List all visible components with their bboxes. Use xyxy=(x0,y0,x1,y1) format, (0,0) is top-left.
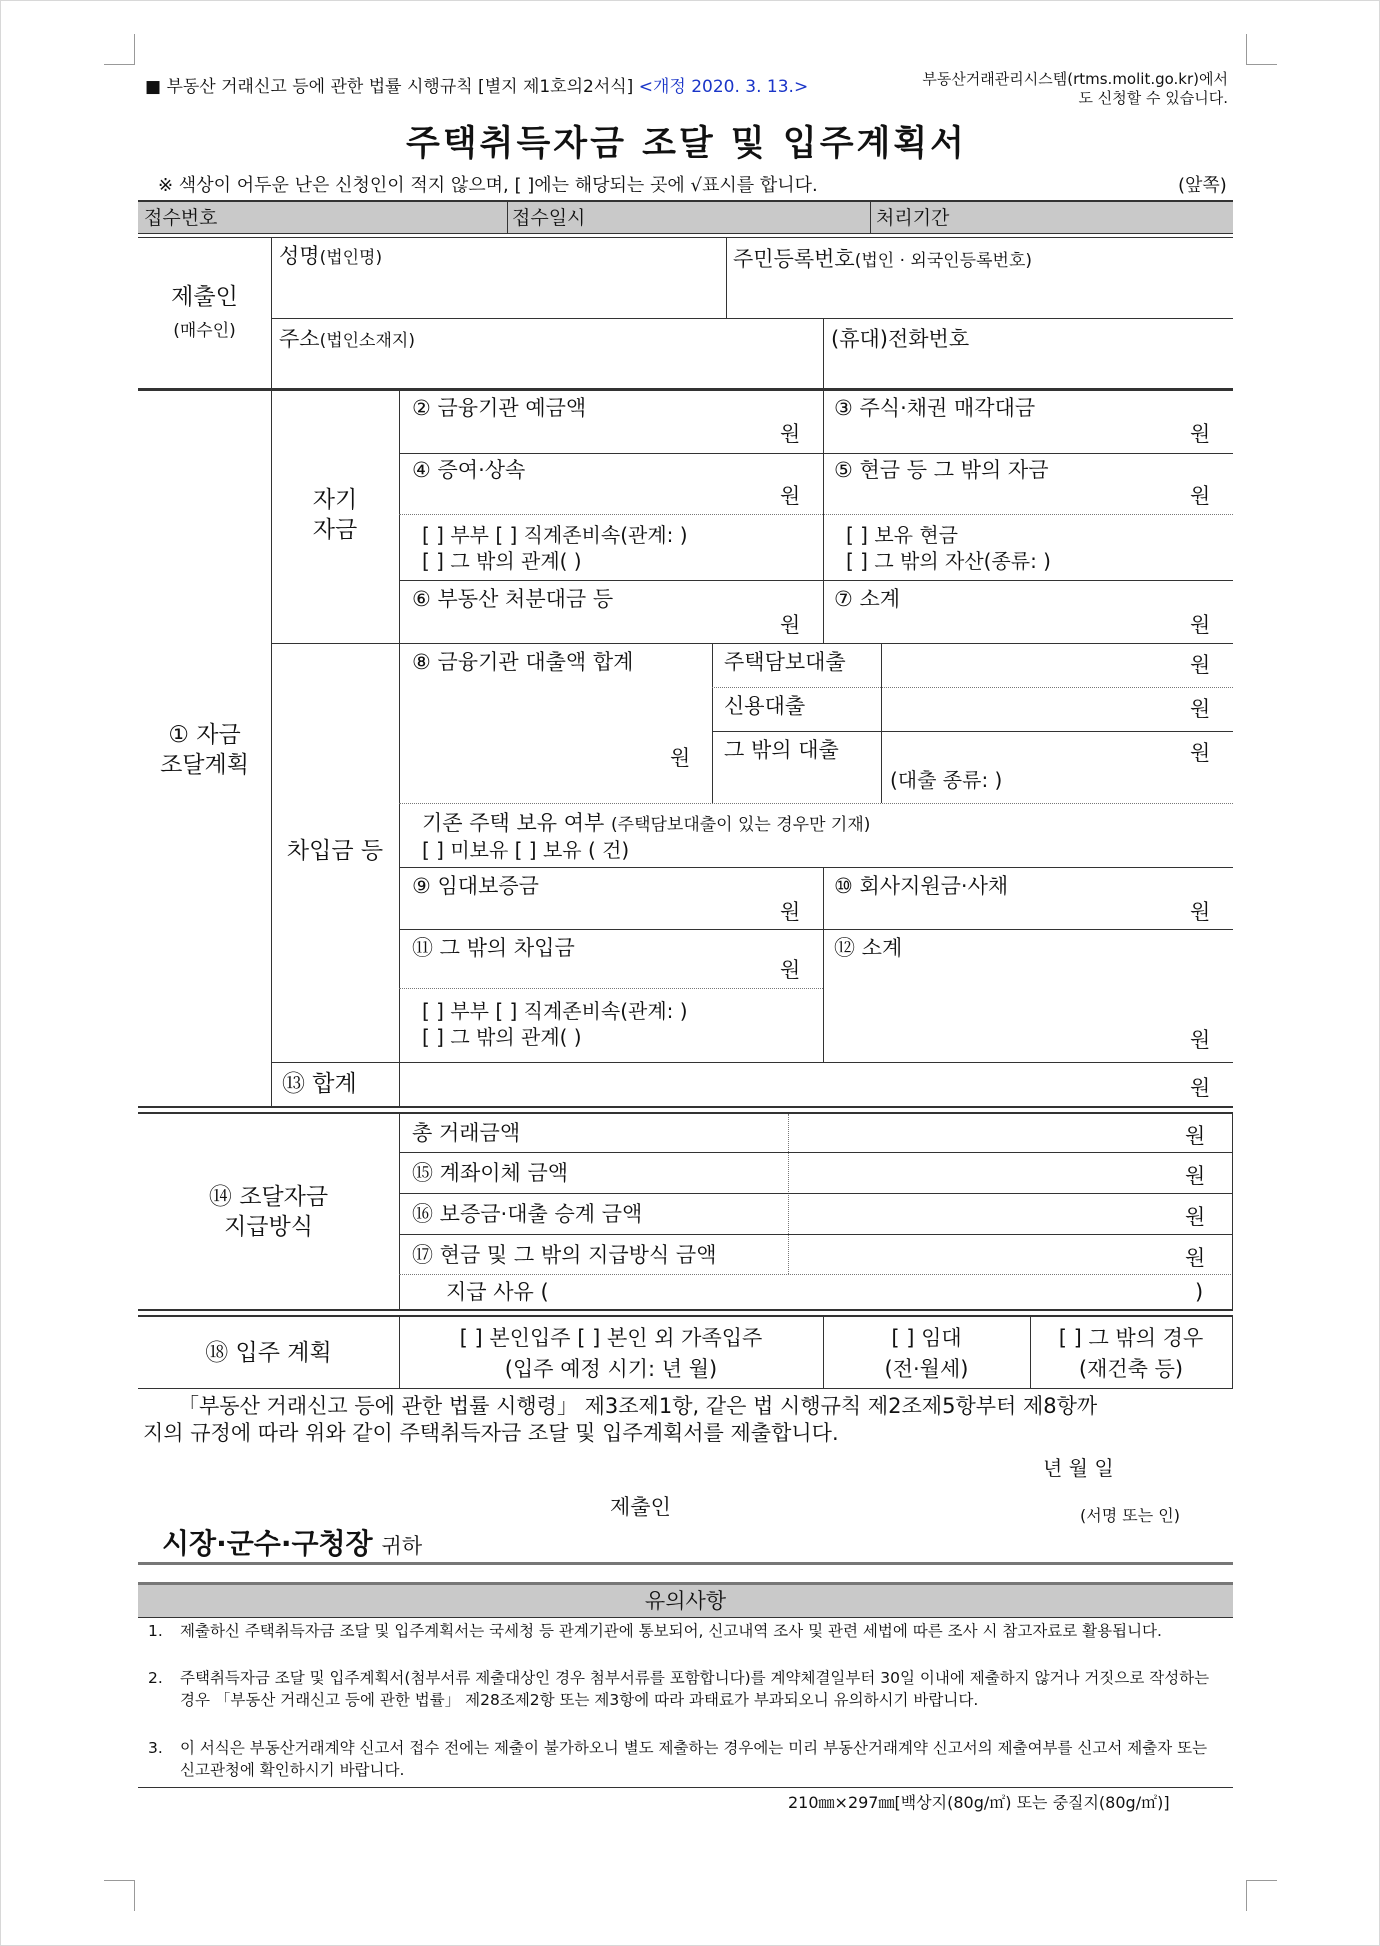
page-side: (앞쪽) xyxy=(1178,175,1227,196)
borrowing-label: 차입금 등 xyxy=(286,838,384,864)
other-case-example: (재건축 등) xyxy=(1078,1357,1184,1381)
house-ownership-label: 기존 주택 보유 여부 (주택담보대출이 있는 경우만 기재) xyxy=(422,811,871,835)
self-residence-checkbox[interactable]: [ ] 본인입주 [ ] 본인 외 가족입주 xyxy=(459,1326,763,1350)
cash-held-checkbox[interactable]: [ ] 보유 현금 xyxy=(846,523,958,547)
id-number-label: 주민등록번호(법인 · 외국인등록번호) xyxy=(733,247,1032,271)
residence-plan-label: ⑱ 입주 계획 xyxy=(205,1340,332,1366)
won-unit: 원 xyxy=(1190,613,1211,637)
address-label: 주소(법인소재지) xyxy=(279,327,415,351)
funding-section-label: ① 자금 조달계획 xyxy=(160,722,249,778)
other-borrowing-label: ⑪ 그 밖의 차입금 xyxy=(412,936,575,960)
receipt-date-label: 접수일시 xyxy=(512,207,586,229)
lease-checkbox[interactable]: [ ] 임대 xyxy=(891,1326,962,1350)
declaration-line2: 지의 규정에 따라 위와 같이 주택취득자금 조달 및 입주계획서를 제출합니다. xyxy=(143,1421,839,1445)
transfer-label: ⑮ 계좌이체 금액 xyxy=(412,1161,569,1185)
borrow-relation-checkbox[interactable]: [ ] 부부 [ ] 직계존비속(관계: ) xyxy=(422,999,688,1023)
deposit-label: ② 금융기관 예금액 xyxy=(412,396,587,420)
gift-other-relation-checkbox[interactable]: [ ] 그 밖의 관계( ) xyxy=(422,549,582,573)
crop-mark xyxy=(1246,1880,1277,1911)
succession-label: ⑯ 보증금·대출 승계 금액 xyxy=(412,1202,643,1226)
signature-label: (서명 또는 인) xyxy=(1080,1506,1180,1525)
lease-type: (전·월세) xyxy=(884,1357,969,1381)
own-funds-label: 자기 자금 xyxy=(312,487,358,543)
other-loan-label: 그 밖의 대출 xyxy=(724,738,839,762)
residence-timing: (입주 예정 시기: 년 월) xyxy=(504,1357,718,1381)
gift-label: ④ 증여·상속 xyxy=(412,458,526,482)
other-asset-checkbox[interactable]: [ ] 그 밖의 자산(종류: ) xyxy=(846,549,1051,573)
won-unit: 원 xyxy=(780,958,801,982)
borrow-other-relation-checkbox[interactable]: [ ] 그 밖의 관계( ) xyxy=(422,1025,582,1049)
won-unit: 원 xyxy=(1190,741,1211,765)
submitter-label: 제출인 xyxy=(171,284,238,310)
won-unit: 원 xyxy=(1190,1028,1211,1052)
credit-loan-label: 신용대출 xyxy=(724,694,806,718)
declaration-line1: 「부동산 거래신고 등에 관한 법률 시행령」 제3조제1항, 같은 법 시행규칙 제2조제5항부터 제8항까 xyxy=(178,1394,1098,1418)
company-support-label: ⑩ 회사지원금·사채 xyxy=(834,874,1009,898)
crop-mark xyxy=(1246,34,1277,65)
won-unit: 원 xyxy=(780,613,801,637)
receipt-row xyxy=(138,201,1233,233)
won-unit: 원 xyxy=(1190,697,1211,721)
declaration-date: 년 월 일 xyxy=(1043,1456,1114,1480)
name-label: 성명(법인명) xyxy=(279,244,383,268)
law-reference: ■ 부동산 거래신고 등에 관한 법률 시행규칙 [별지 제1호의2서식] <개정 2020. 3. 13.> xyxy=(145,77,809,97)
payment-reason-end: ) xyxy=(1195,1280,1204,1304)
loan-total-label: ⑧ 금융기관 대출액 합계 xyxy=(412,650,634,674)
lease-deposit-label: ⑨ 임대보증금 xyxy=(412,874,539,898)
won-unit: 원 xyxy=(780,484,801,508)
won-unit: 원 xyxy=(1185,1164,1206,1188)
loan-kind-field[interactable]: (대출 종류: ) xyxy=(890,768,1003,792)
payment-section-label: ⑭ 조달자금 지급방식 xyxy=(208,1184,329,1240)
declaration-submitter: 제출인 xyxy=(610,1495,671,1519)
subtotal1-label: ⑦ 소계 xyxy=(834,587,901,611)
notice-item: 2. 주택취득자금 조달 및 입주계획서(첨부서류 제출대상인 경우 첨부서류를 포함합니다)를 계약체결일부터 30일 이내에 제출하지 않거나 거짓으로 작성하는 경우 「부동산 거래신고 등에 관한 법률」 제28조제2항 또는 제3항에 따라 과태료가 부과되오니 유의하시기 바랍니다. xyxy=(148,1669,1210,1709)
submitter-sub: (매수인) xyxy=(173,321,236,341)
won-unit: 원 xyxy=(1190,422,1211,446)
paper-spec: 210㎜×297㎜[백상지(80g/㎡) 또는 중질지(80g/㎡)] xyxy=(788,1793,1170,1812)
processing-period-label: 처리기간 xyxy=(876,207,950,229)
won-unit: 원 xyxy=(1190,653,1211,677)
payment-reason-label: 지급 사유 ( xyxy=(446,1280,549,1304)
won-unit: 원 xyxy=(1190,900,1211,924)
won-unit: 원 xyxy=(1185,1205,1206,1229)
notice-item: 1. 제출하신 주택취득자금 조달 및 입주계획서는 국세청 등 관계기관에 통보되어, 신고내역 조사 및 관련 세법에 따른 조사 시 참고자료로 활용됩니다. xyxy=(148,1622,1162,1640)
other-case-checkbox[interactable]: [ ] 그 밖의 경우 xyxy=(1058,1326,1204,1350)
won-unit: 원 xyxy=(780,422,801,446)
crop-mark xyxy=(104,1880,135,1911)
house-ownership-checkbox[interactable]: [ ] 미보유 [ ] 보유 ( 건) xyxy=(422,838,630,862)
subtotal2-label: ⑫ 소계 xyxy=(834,936,903,960)
won-unit: 원 xyxy=(670,746,691,770)
recipient: 시장·군수·구청장 귀하 xyxy=(162,1527,423,1560)
crop-mark xyxy=(104,34,135,65)
gift-relation-checkbox[interactable]: [ ] 부부 [ ] 직계존비속(관계: ) xyxy=(422,523,688,547)
cash-label: ⑤ 현금 등 그 밖의 자금 xyxy=(834,458,1049,482)
cash-other-label: ⑰ 현금 및 그 밖의 지급방식 금액 xyxy=(412,1243,717,1267)
instruction-note: ※ 색상이 어두운 난은 신청인이 적지 않으며, [ ]에는 해당되는 곳에 √표시를 합니다. xyxy=(158,175,818,196)
total-trade-label: 총 거래금액 xyxy=(412,1121,521,1145)
total-label: ⑬ 합계 xyxy=(282,1071,357,1097)
form-title: 주택취득자금 조달 및 입주계획서 xyxy=(406,124,967,164)
mortgage-loan-label: 주택담보대출 xyxy=(724,650,846,674)
notice-item: 3. 이 서식은 부동산거래계약 신고서 접수 전에는 제출이 불가하오니 별도 제출하는 경우에는 미리 부동산거래계약 신고서의 제출여부를 신고서 제출자 또는 신고관청에 확인하시기 바랍니다. xyxy=(148,1739,1208,1779)
receipt-number-label: 접수번호 xyxy=(144,207,218,229)
won-unit: 원 xyxy=(1190,1076,1211,1100)
notice-title: 유의사항 xyxy=(644,1589,727,1613)
stocks-label: ③ 주식·채권 매각대금 xyxy=(834,396,1036,420)
system-note: 부동산거래관리시스템(rtms.molit.go.kr)에서도 신청할 수 있습니다. xyxy=(922,70,1228,107)
realestate-label: ⑥ 부동산 처분대금 등 xyxy=(412,587,614,611)
won-unit: 원 xyxy=(1185,1124,1206,1148)
won-unit: 원 xyxy=(1190,484,1211,508)
won-unit: 원 xyxy=(1185,1246,1206,1270)
phone-label: (휴대)전화번호 xyxy=(831,327,970,351)
won-unit: 원 xyxy=(780,900,801,924)
